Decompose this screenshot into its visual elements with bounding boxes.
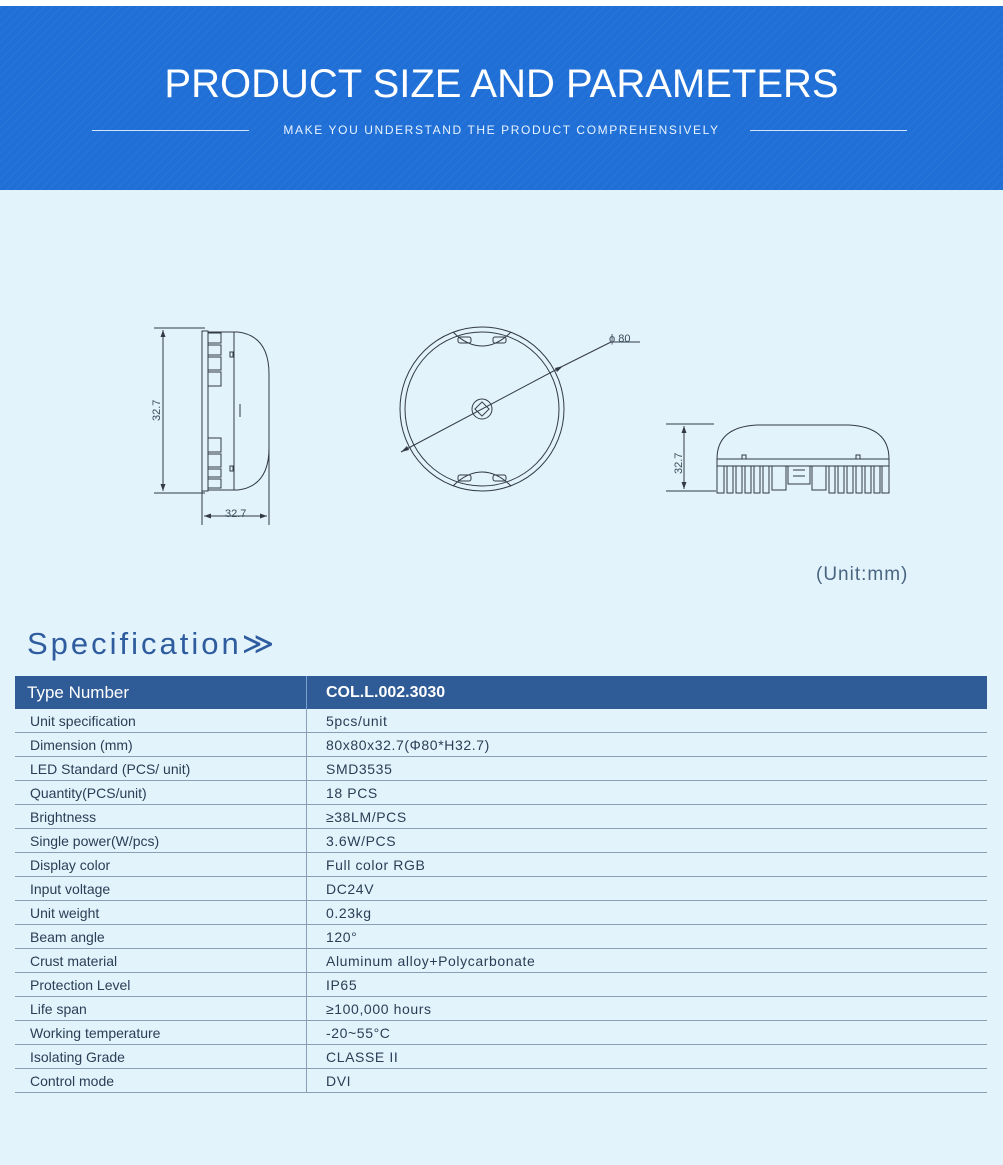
table-row: [15, 853, 987, 877]
row-value: 80x80x32.7(Φ80*H32.7): [307, 733, 988, 757]
page-title: PRODUCT SIZE AND PARAMETERS: [164, 62, 839, 106]
row-value: CLASSE II: [307, 1045, 988, 1069]
table-row: [15, 757, 987, 781]
table-row: [15, 733, 987, 757]
row-value: 0.23kg: [307, 901, 988, 925]
table-header-row: [15, 676, 987, 709]
row-key: Beam angle: [15, 925, 307, 949]
row-key: Working temperature: [15, 1021, 307, 1045]
diameter-label: ϕ 80: [609, 333, 631, 345]
row-value: DC24V: [307, 877, 988, 901]
specification-table: [15, 676, 987, 1093]
side-width-label: 32.7: [225, 508, 247, 520]
row-key: Brightness: [15, 805, 307, 829]
row-key: Crust material: [15, 949, 307, 973]
row-value: Aluminum alloy+Polycarbonate: [307, 949, 988, 973]
row-key: Isolating Grade: [15, 1045, 307, 1069]
row-value: Full color RGB: [307, 853, 988, 877]
table-row: [15, 805, 987, 829]
table-row: [15, 997, 987, 1021]
header-key: Type Number: [15, 676, 307, 709]
row-key: Single power(W/pcs): [15, 829, 307, 853]
row-key: Control mode: [15, 1069, 307, 1093]
table-row: [15, 925, 987, 949]
specification-title: Specification≫: [27, 626, 278, 661]
table-row: [15, 1021, 987, 1045]
table-row: [15, 829, 987, 853]
front-view-drawing: [666, 424, 889, 493]
header-value: COL.L.002.3030: [307, 676, 988, 709]
row-key: Display color: [15, 853, 307, 877]
side-view-drawing: [154, 328, 269, 525]
row-key: Protection Level: [15, 973, 307, 997]
table-row: [15, 709, 987, 733]
row-value: DVI: [307, 1069, 988, 1093]
row-value: ≥100,000 hours: [307, 997, 988, 1021]
row-key: Input voltage: [15, 877, 307, 901]
table-row: [15, 1045, 987, 1069]
side-height-label: 32.7: [151, 399, 163, 421]
row-value: SMD3535: [307, 757, 988, 781]
table-row: [15, 781, 987, 805]
row-key: Unit weight: [15, 901, 307, 925]
table-row: [15, 973, 987, 997]
unit-note: (Unit:mm): [816, 564, 909, 585]
row-value: -20~55°C: [307, 1021, 988, 1045]
row-value: 5pcs/unit: [307, 709, 988, 733]
row-value: 120°: [307, 925, 988, 949]
table-row: [15, 1069, 987, 1093]
table-row: [15, 949, 987, 973]
row-value: 3.6W/PCS: [307, 829, 988, 853]
row-value: 18 PCS: [307, 781, 988, 805]
row-key: LED Standard (PCS/ unit): [15, 757, 307, 781]
front-height-label: 32.7: [673, 452, 685, 474]
row-key: Dimension (mm): [15, 733, 307, 757]
row-value: ≥38LM/PCS: [307, 805, 988, 829]
row-value: IP65: [307, 973, 988, 997]
row-key: Unit specification: [15, 709, 307, 733]
top-view-drawing: [400, 327, 640, 491]
table-row: [15, 877, 987, 901]
row-key: Life span: [15, 997, 307, 1021]
page-subtitle: MAKE YOU UNDERSTAND THE PRODUCT COMPREHENSIVELY: [283, 123, 720, 137]
row-key: Quantity(PCS/unit): [15, 781, 307, 805]
table-row: [15, 901, 987, 925]
